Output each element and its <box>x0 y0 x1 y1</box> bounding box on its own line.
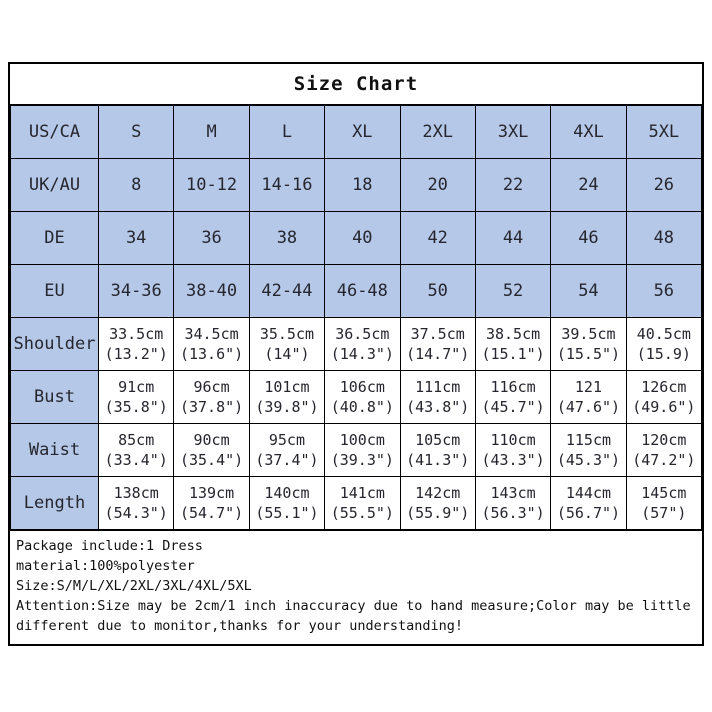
inch-value: (39.3") <box>330 451 394 469</box>
size-value-cell: 14-16 <box>249 159 324 212</box>
measurement-cell <box>551 424 626 477</box>
measurement-cell <box>249 424 324 477</box>
note-line: material:100%polyester <box>16 558 195 574</box>
size-value-cell: 44 <box>475 212 550 265</box>
inch-value: (43.3") <box>481 451 545 469</box>
cm-value: 96cm <box>193 378 230 396</box>
size-table <box>10 105 702 530</box>
measurement-cell <box>475 318 550 371</box>
measurement-cell <box>325 477 400 530</box>
size-value-cell: L <box>249 106 324 159</box>
measurement-cell <box>325 424 400 477</box>
measurement-cell <box>551 477 626 530</box>
size-value-cell: 46-48 <box>325 265 400 318</box>
note-line: different due to monitor,thanks for your understanding! <box>16 618 464 634</box>
inch-value: (47.2") <box>632 451 696 469</box>
measurement-row <box>11 371 702 424</box>
measurement-cell <box>626 371 701 424</box>
inch-value: (47.6") <box>556 398 621 416</box>
size-value-cell: 46 <box>551 212 626 265</box>
size-value-cell: 18 <box>325 159 400 212</box>
note-line: Attention:Size may be 2cm/1 inch inaccuracy due to hand measure;Color may be little <box>16 598 691 614</box>
cm-value: 126cm <box>641 378 687 396</box>
measurement-cell <box>400 318 475 371</box>
cm-value: 95cm <box>268 431 305 449</box>
inch-value: (40.8") <box>330 398 394 416</box>
inch-value: (33.4") <box>104 451 168 469</box>
size-row <box>11 212 702 265</box>
size-chart-box <box>8 62 704 646</box>
measurement-cell <box>99 371 174 424</box>
cm-value: 141cm <box>339 484 385 502</box>
measurement-cell <box>475 424 550 477</box>
size-value-cell: 38-40 <box>174 265 249 318</box>
cm-value: 140cm <box>264 484 310 502</box>
chart-title: Size Chart <box>10 64 702 105</box>
cm-value: 33.5cm <box>109 325 164 343</box>
cm-value: 110cm <box>490 431 536 449</box>
size-value-cell: 5XL <box>626 106 701 159</box>
size-value-cell: 24 <box>551 159 626 212</box>
cm-value: 121 <box>574 378 602 396</box>
size-value-cell: 8 <box>99 159 174 212</box>
measurement-cell <box>400 371 475 424</box>
measurement-cell <box>249 371 324 424</box>
size-value-cell: 22 <box>475 159 550 212</box>
size-row <box>11 106 702 159</box>
cm-value: 91cm <box>118 378 155 396</box>
measurement-cell <box>174 371 249 424</box>
cm-value: 100cm <box>339 431 385 449</box>
inch-value: (15.5") <box>556 345 621 363</box>
cm-value: 38.5cm <box>485 325 541 343</box>
inch-value: (13.6") <box>179 345 244 363</box>
inch-value: (37.4") <box>255 451 319 469</box>
inch-value: (55.9") <box>406 504 470 522</box>
size-value-cell: 40 <box>325 212 400 265</box>
size-value-cell: 56 <box>626 265 701 318</box>
inch-value: (39.8") <box>255 398 319 416</box>
row-label-cell: Waist <box>11 424 99 477</box>
measurement-cell <box>551 318 626 371</box>
row-label-cell: US/CA <box>11 106 99 159</box>
measurement-cell <box>174 477 249 530</box>
size-value-cell: M <box>174 106 249 159</box>
size-value-cell: 42-44 <box>249 265 324 318</box>
note-line: Size:S/M/L/XL/2XL/3XL/4XL/5XL <box>16 578 252 594</box>
row-label-cell: Length <box>11 477 99 530</box>
row-label-cell: DE <box>11 212 99 265</box>
inch-value: (55.1") <box>255 504 319 522</box>
inch-value: (37.8") <box>179 398 244 416</box>
size-value-cell: 54 <box>551 265 626 318</box>
cm-value: 142cm <box>415 484 461 502</box>
size-value-cell: 10-12 <box>174 159 249 212</box>
row-label-cell: Bust <box>11 371 99 424</box>
measurement-cell <box>99 477 174 530</box>
inch-value: (35.4") <box>179 451 244 469</box>
inch-value: (57") <box>641 504 687 522</box>
row-label-cell: EU <box>11 265 99 318</box>
cm-value: 85cm <box>118 431 155 449</box>
cm-value: 101cm <box>264 378 310 396</box>
cm-value: 37.5cm <box>410 325 465 343</box>
size-value-cell: XL <box>325 106 400 159</box>
note-line: Package include:1 Dress <box>16 538 203 554</box>
cm-value: 115cm <box>565 431 612 449</box>
size-value-cell: 3XL <box>475 106 550 159</box>
measurement-cell <box>99 424 174 477</box>
measurement-cell <box>249 318 324 371</box>
cm-value: 139cm <box>188 484 235 502</box>
inch-value: (41.3") <box>406 451 470 469</box>
size-value-cell: 26 <box>626 159 701 212</box>
size-row <box>11 159 702 212</box>
inch-value: (35.8") <box>104 398 168 416</box>
measurement-cell <box>475 477 550 530</box>
inch-value: (14") <box>264 345 310 363</box>
inch-value: (56.3") <box>481 504 545 522</box>
inch-value: (15.9) <box>636 345 691 363</box>
measurement-row <box>11 424 702 477</box>
cm-value: 138cm <box>113 484 159 502</box>
measurement-cell <box>325 318 400 371</box>
row-label-cell: UK/AU <box>11 159 99 212</box>
cm-value: 111cm <box>415 378 461 396</box>
inch-value: (56.7") <box>556 504 621 522</box>
size-value-cell: 20 <box>400 159 475 212</box>
row-label-cell: Shoulder <box>11 318 99 371</box>
measurement-cell <box>325 371 400 424</box>
size-value-cell: 50 <box>400 265 475 318</box>
cm-value: 143cm <box>490 484 536 502</box>
inch-value: (54.3") <box>104 504 168 522</box>
size-value-cell: 36 <box>174 212 249 265</box>
measurement-cell <box>626 477 701 530</box>
inch-value: (14.3") <box>330 345 394 363</box>
notes-block <box>10 530 702 644</box>
cm-value: 120cm <box>641 431 687 449</box>
measurement-cell <box>626 424 701 477</box>
measurement-cell <box>249 477 324 530</box>
cm-value: 36.5cm <box>335 325 390 343</box>
inch-value: (45.7") <box>481 398 545 416</box>
inch-value: (55.5") <box>330 504 394 522</box>
inch-value: (49.6") <box>632 398 696 416</box>
measurement-cell <box>174 318 249 371</box>
cm-value: 144cm <box>565 484 612 502</box>
measurement-cell <box>551 371 626 424</box>
cm-value: 90cm <box>193 431 230 449</box>
size-value-cell: 52 <box>475 265 550 318</box>
measurement-cell <box>174 424 249 477</box>
measurement-row <box>11 318 702 371</box>
size-value-cell: 34-36 <box>99 265 174 318</box>
inch-value: (43.8") <box>406 398 470 416</box>
size-value-cell: 2XL <box>400 106 475 159</box>
cm-value: 35.5cm <box>259 325 315 343</box>
inch-value: (14.7") <box>406 345 470 363</box>
cm-value: 145cm <box>641 484 687 502</box>
measurement-row <box>11 477 702 530</box>
inch-value: (54.7") <box>179 504 244 522</box>
size-value-cell: 38 <box>249 212 324 265</box>
size-value-cell: 4XL <box>551 106 626 159</box>
size-value-cell: 34 <box>99 212 174 265</box>
measurement-cell <box>400 424 475 477</box>
measurement-cell <box>626 318 701 371</box>
size-value-cell: 48 <box>626 212 701 265</box>
inch-value: (13.2") <box>104 345 168 363</box>
size-value-cell: S <box>99 106 174 159</box>
inch-value: (45.3") <box>556 451 621 469</box>
measurement-cell <box>99 318 174 371</box>
measurement-cell <box>400 477 475 530</box>
cm-value: 105cm <box>415 431 461 449</box>
measurement-cell <box>475 371 550 424</box>
cm-value: 39.5cm <box>561 325 616 343</box>
cm-value: 116cm <box>490 378 536 396</box>
size-value-cell: 42 <box>400 212 475 265</box>
size-row <box>11 265 702 318</box>
cm-value: 40.5cm <box>636 325 691 343</box>
inch-value: (15.1") <box>481 345 545 363</box>
cm-value: 34.5cm <box>184 325 239 343</box>
cm-value: 106cm <box>339 378 385 396</box>
